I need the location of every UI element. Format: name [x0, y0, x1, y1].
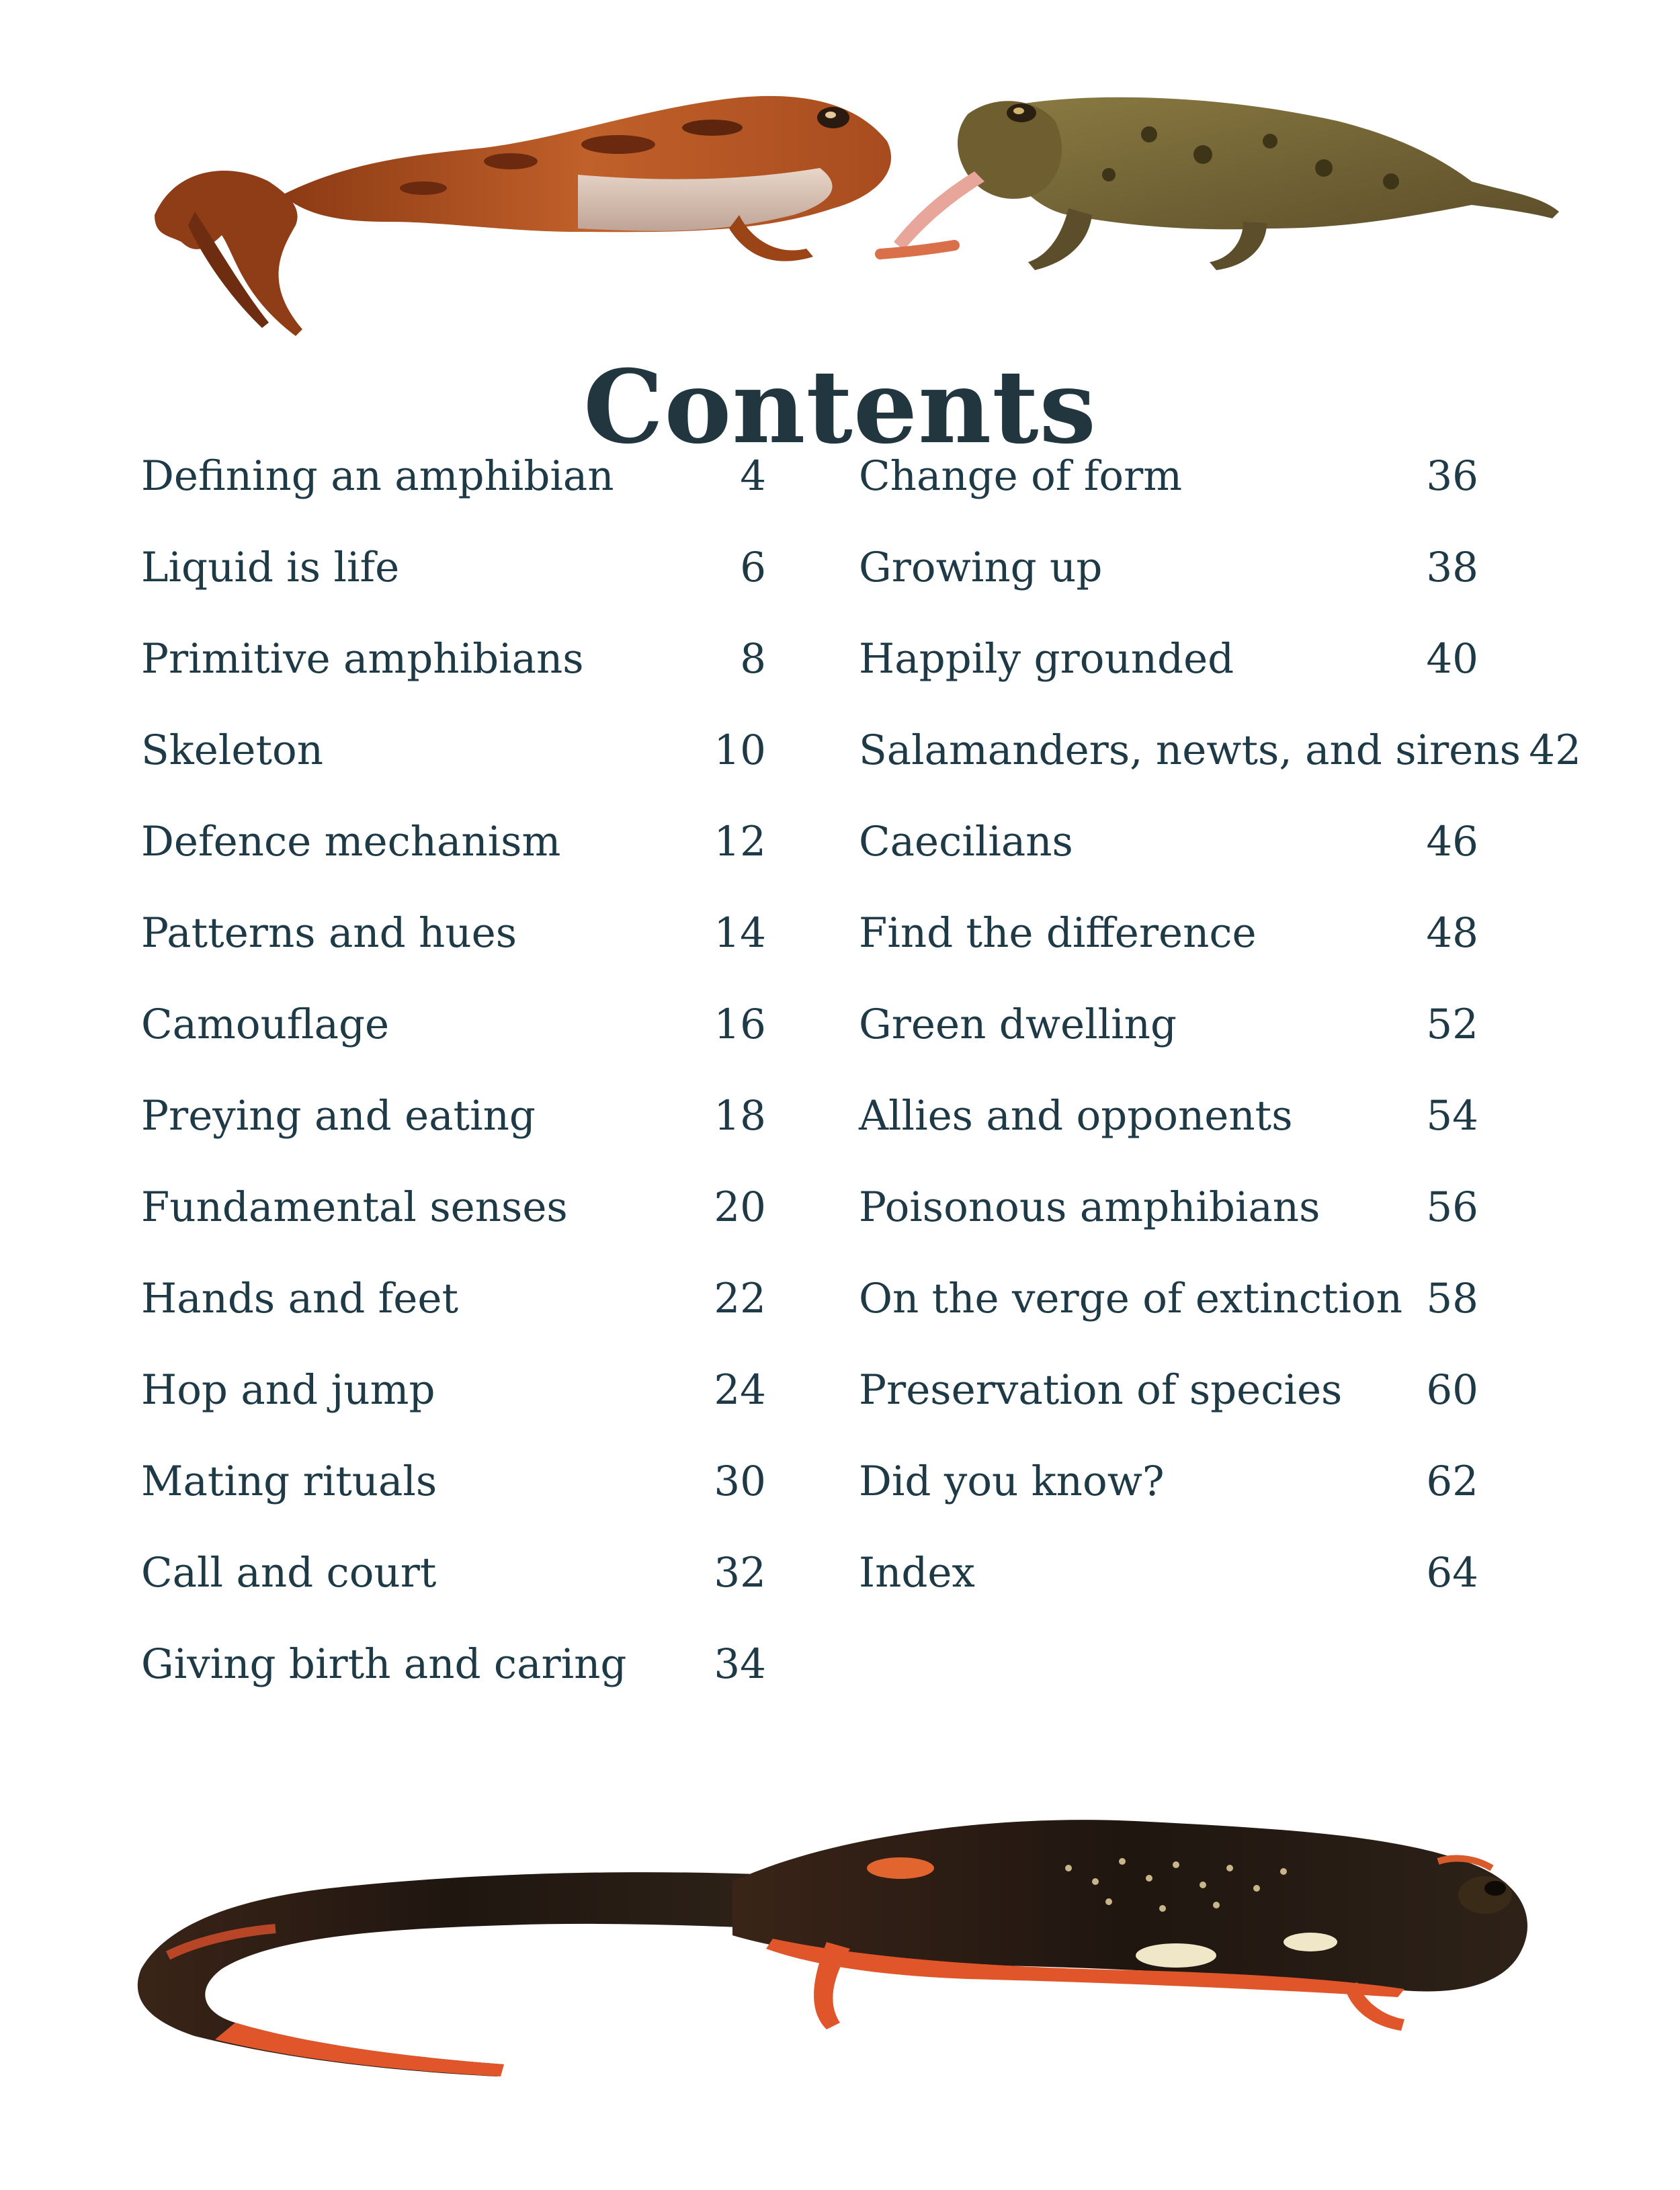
toc-entry-page: 10 — [714, 726, 766, 774]
toc-entry[interactable] — [141, 1070, 766, 1161]
toc-entry-page: 46 — [1426, 817, 1478, 866]
toc-entry[interactable] — [859, 796, 1478, 887]
toc-entry-label[interactable]: Poisonous amphibians — [859, 1183, 1320, 1231]
toc-entry[interactable] — [859, 613, 1478, 704]
toc-entry[interactable] — [859, 1070, 1478, 1161]
toc-entry-page: 60 — [1426, 1365, 1478, 1414]
toc-entry-label[interactable]: Growing up — [859, 543, 1103, 591]
toc-entry-page: 14 — [714, 909, 766, 957]
toc-entry-label[interactable]: Giving birth and caring — [141, 1640, 627, 1688]
toc-entry-label[interactable]: Green dwelling — [859, 1000, 1177, 1048]
toc-entry[interactable] — [859, 1435, 1478, 1527]
toc-entry-label[interactable]: On the verge of extinction — [859, 1274, 1402, 1322]
toc-entry-label[interactable]: Find the difference — [859, 909, 1257, 957]
toc-entry[interactable] — [141, 1618, 766, 1710]
toc-entry[interactable] — [859, 1344, 1478, 1435]
toc-entry[interactable] — [859, 978, 1478, 1070]
frog-illustration — [134, 81, 914, 349]
toc-entry-label[interactable]: Skeleton — [141, 726, 323, 774]
toc-entry[interactable] — [141, 1253, 766, 1344]
toc-entry-page: 20 — [714, 1183, 766, 1231]
toc-entry[interactable] — [141, 796, 766, 887]
toc-column-left — [141, 430, 766, 1710]
newt-illustration — [128, 1787, 1546, 2103]
toc-entry-page: 32 — [714, 1548, 766, 1597]
toc-entry-page: 12 — [714, 817, 766, 866]
toc-entry-label[interactable]: Change of form — [859, 452, 1183, 500]
toc-entry-page: 36 — [1426, 452, 1478, 500]
toc-entry[interactable] — [141, 887, 766, 978]
toc-entry[interactable] — [859, 704, 1581, 796]
toc-entry-page: 54 — [1426, 1091, 1478, 1140]
toc-entry-page: 22 — [714, 1274, 766, 1322]
toc-entry-label[interactable]: Defining an amphibian — [141, 452, 614, 500]
toc-entry-page: 18 — [714, 1091, 766, 1140]
toc-entry[interactable] — [141, 521, 766, 613]
toc-entry-label[interactable]: Preying and eating — [141, 1091, 536, 1140]
toc-entry-page: 48 — [1426, 909, 1478, 957]
toc-entry-page: 34 — [714, 1640, 766, 1688]
toc-entry-label[interactable]: Defence mechanism — [141, 817, 561, 866]
toc-entry[interactable] — [141, 613, 766, 704]
toc-entry[interactable] — [859, 887, 1478, 978]
toc-entry[interactable] — [859, 1161, 1478, 1253]
page-title: Contents — [583, 347, 1097, 466]
toc-entry-page: 30 — [714, 1457, 766, 1505]
toc-entry-label[interactable]: Preservation of species — [859, 1365, 1343, 1414]
toc-entry-label[interactable]: Hop and jump — [141, 1365, 435, 1414]
toc-column-right — [859, 430, 1581, 1618]
toc-entry-label[interactable]: Happily grounded — [859, 634, 1234, 683]
toc-entry-page: 16 — [714, 1000, 766, 1048]
toc-entry-label[interactable]: Allies and opponents — [859, 1091, 1293, 1140]
toc-entry-page: 40 — [1426, 634, 1478, 683]
toc-entry-label[interactable]: Caecilians — [859, 817, 1073, 866]
toc-entry-label[interactable]: Hands and feet — [141, 1274, 458, 1322]
toc-entry-label[interactable]: Index — [859, 1548, 975, 1597]
toc-entry-label[interactable]: Mating rituals — [141, 1457, 437, 1505]
toc-entry-page: 24 — [714, 1365, 766, 1414]
toc-entry[interactable] — [141, 1527, 766, 1618]
toc-entry[interactable] — [859, 1253, 1478, 1344]
toc-entry-page: 8 — [740, 634, 766, 683]
toc-entry-page: 38 — [1426, 543, 1478, 591]
toc-entry[interactable] — [141, 978, 766, 1070]
toc-entry-label[interactable]: Camouflage — [141, 1000, 390, 1048]
toc-entry-label[interactable]: Call and court — [141, 1548, 437, 1597]
toc-entry[interactable] — [141, 704, 766, 796]
toc-entry-page: 64 — [1426, 1548, 1478, 1597]
toad-illustration — [867, 81, 1579, 282]
toc-entry-label[interactable]: Patterns and hues — [141, 909, 517, 957]
toc-entry-page: 62 — [1426, 1457, 1478, 1505]
toc-entry[interactable] — [141, 430, 766, 521]
toc-entry-label[interactable]: Did you know? — [859, 1457, 1165, 1505]
toc-entry[interactable] — [141, 1344, 766, 1435]
toc-entry-page: 6 — [740, 543, 766, 591]
toc-entry-label[interactable]: Fundamental senses — [141, 1183, 568, 1231]
toc-entry[interactable] — [141, 1435, 766, 1527]
toc-entry[interactable] — [141, 1161, 766, 1253]
toc-entry-page: 4 — [740, 452, 766, 500]
toc-entry[interactable] — [859, 521, 1478, 613]
toc-entry[interactable] — [859, 430, 1478, 521]
toc-entry-label[interactable]: Salamanders, newts, and sirens — [859, 726, 1521, 774]
toc-entry-page: 56 — [1426, 1183, 1478, 1231]
toc-entry-page: 42 — [1529, 726, 1581, 774]
toc-entry-label[interactable]: Liquid is life — [141, 543, 400, 591]
toc-entry-page: 52 — [1426, 1000, 1478, 1048]
toc-entry-page: 58 — [1426, 1274, 1478, 1322]
toc-entry[interactable] — [859, 1527, 1478, 1618]
toc-entry-label[interactable]: Primitive amphibians — [141, 634, 584, 683]
